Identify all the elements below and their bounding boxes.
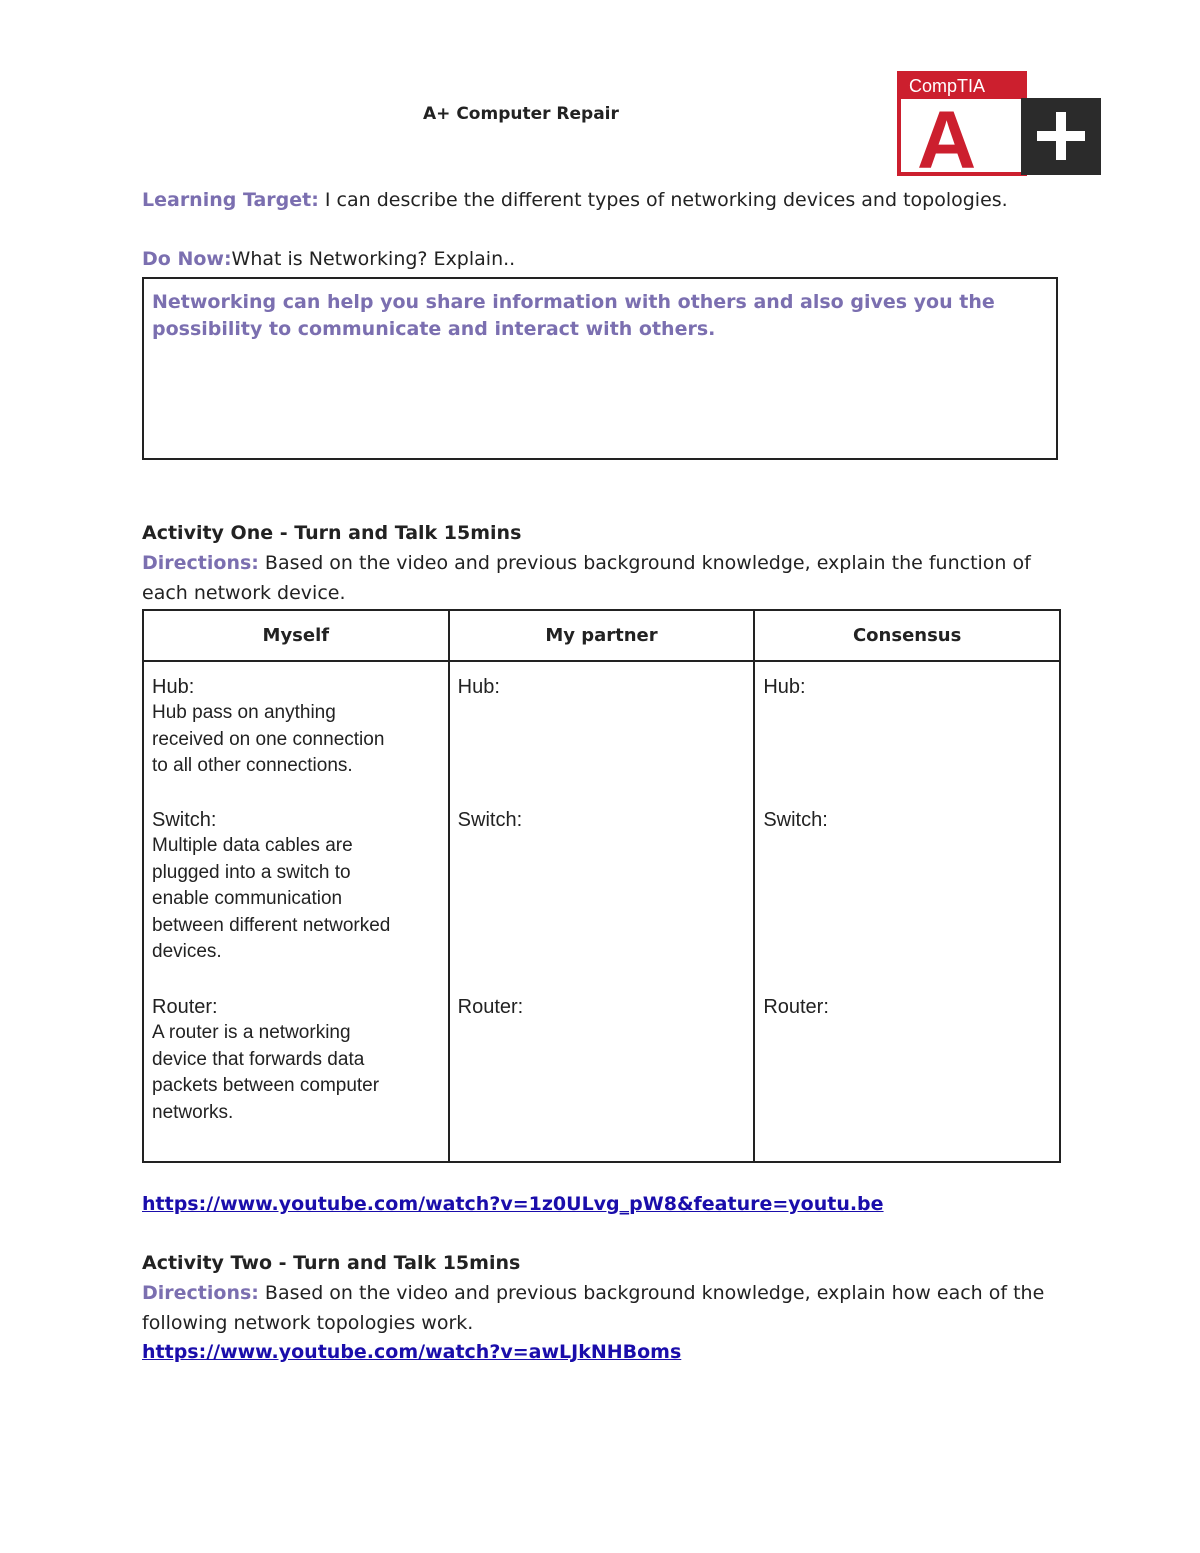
hub-description-line: to all other connections. bbox=[152, 755, 353, 776]
activity-one-directions-label: Directions: bbox=[142, 552, 259, 574]
activity-two-directions-label: Directions: bbox=[142, 1282, 259, 1304]
switch-label: Switch: bbox=[457, 809, 523, 831]
hub-description-line: Hub pass on anything bbox=[152, 702, 336, 723]
activity-two-video-link[interactable]: https://www.youtube.com/watch?v=awLJkNHBoms bbox=[142, 1341, 682, 1363]
switch-description-line: devices. bbox=[152, 941, 222, 962]
router-description-line: networks. bbox=[152, 1101, 234, 1123]
consensus-router bbox=[763, 994, 1051, 1020]
do-now-answer-line-1: Networking can help you share information with others and also gives you the bbox=[152, 291, 995, 313]
myself-hub bbox=[152, 674, 440, 807]
svg-text:CompTIA: CompTIA bbox=[909, 76, 986, 96]
activity-two-directions-line-2: following network topologies work. bbox=[142, 1312, 474, 1334]
activity-one-heading: Activity One - Turn and Talk 15mins bbox=[142, 522, 522, 544]
comptia-a-plus-logo bbox=[897, 71, 1102, 176]
router-description-line: device that forwards data bbox=[152, 1048, 365, 1070]
router-label: Router: bbox=[152, 996, 218, 1018]
column-header-consensus: Consensus bbox=[754, 610, 1060, 661]
switch-description-line: plugged into a switch to bbox=[152, 861, 351, 883]
consensus-cell[interactable] bbox=[754, 661, 1060, 1162]
router-description-line: A router is a networking bbox=[152, 1022, 351, 1043]
partner-cell[interactable] bbox=[449, 661, 755, 1162]
partner-switch bbox=[458, 807, 746, 994]
consensus-switch bbox=[763, 807, 1051, 994]
hub-description-line: received on one connection bbox=[152, 728, 385, 750]
do-now-answer-line-2: possibility to communicate and interact with others. bbox=[152, 318, 716, 340]
router-label: Router: bbox=[457, 996, 524, 1018]
network-devices-table bbox=[142, 609, 1061, 1163]
do-now-label: Do Now: bbox=[142, 248, 232, 270]
activity-two-heading: Activity Two - Turn and Talk 15mins bbox=[142, 1252, 521, 1274]
column-header-myself: Myself bbox=[143, 610, 449, 661]
activity-one-directions bbox=[142, 552, 1031, 574]
page-title: A+ Computer Repair bbox=[423, 104, 619, 124]
hub-label: Hub: bbox=[152, 676, 195, 698]
learning-target bbox=[142, 189, 1008, 211]
do-now bbox=[142, 248, 515, 270]
activity-one-video-link[interactable]: https://www.youtube.com/watch?v=1z0ULvg_pW8&feature=youtu.be bbox=[142, 1193, 884, 1215]
switch-description-line: between different networked bbox=[152, 914, 391, 936]
hub-label: Hub: bbox=[763, 676, 806, 698]
partner-router bbox=[458, 994, 746, 1020]
do-now-question: What is Networking? Explain.. bbox=[231, 248, 516, 270]
activity-one-directions-line-1: Based on the video and previous background knowledge, explain the function of bbox=[258, 552, 1031, 574]
learning-target-label: Learning Target: bbox=[142, 189, 319, 211]
activity-two-directions-line-1: Based on the video and previous background knowledge, explain how each of the bbox=[258, 1282, 1045, 1304]
hub-label: Hub: bbox=[457, 676, 500, 698]
consensus-hub bbox=[763, 674, 1051, 807]
router-label: Router: bbox=[763, 996, 829, 1018]
myself-router bbox=[152, 994, 440, 1126]
partner-hub bbox=[458, 674, 746, 807]
activity-one-directions-line-2: each network device. bbox=[142, 582, 346, 604]
switch-label: Switch: bbox=[763, 809, 828, 831]
switch-description-line: enable communication bbox=[152, 888, 343, 909]
router-description-line: packets between computer bbox=[152, 1075, 380, 1096]
activity-two-directions bbox=[142, 1282, 1044, 1304]
do-now-answer-box[interactable] bbox=[142, 277, 1058, 460]
myself-cell[interactable] bbox=[143, 661, 449, 1162]
column-header-my-partner: My partner bbox=[449, 610, 755, 661]
myself-switch bbox=[152, 807, 440, 994]
learning-target-text: I can describe the different types of networking devices and topologies. bbox=[318, 189, 1008, 211]
switch-description-line: Multiple data cables are bbox=[152, 835, 353, 856]
svg-text:A: A bbox=[917, 95, 977, 176]
switch-label: Switch: bbox=[152, 809, 217, 831]
